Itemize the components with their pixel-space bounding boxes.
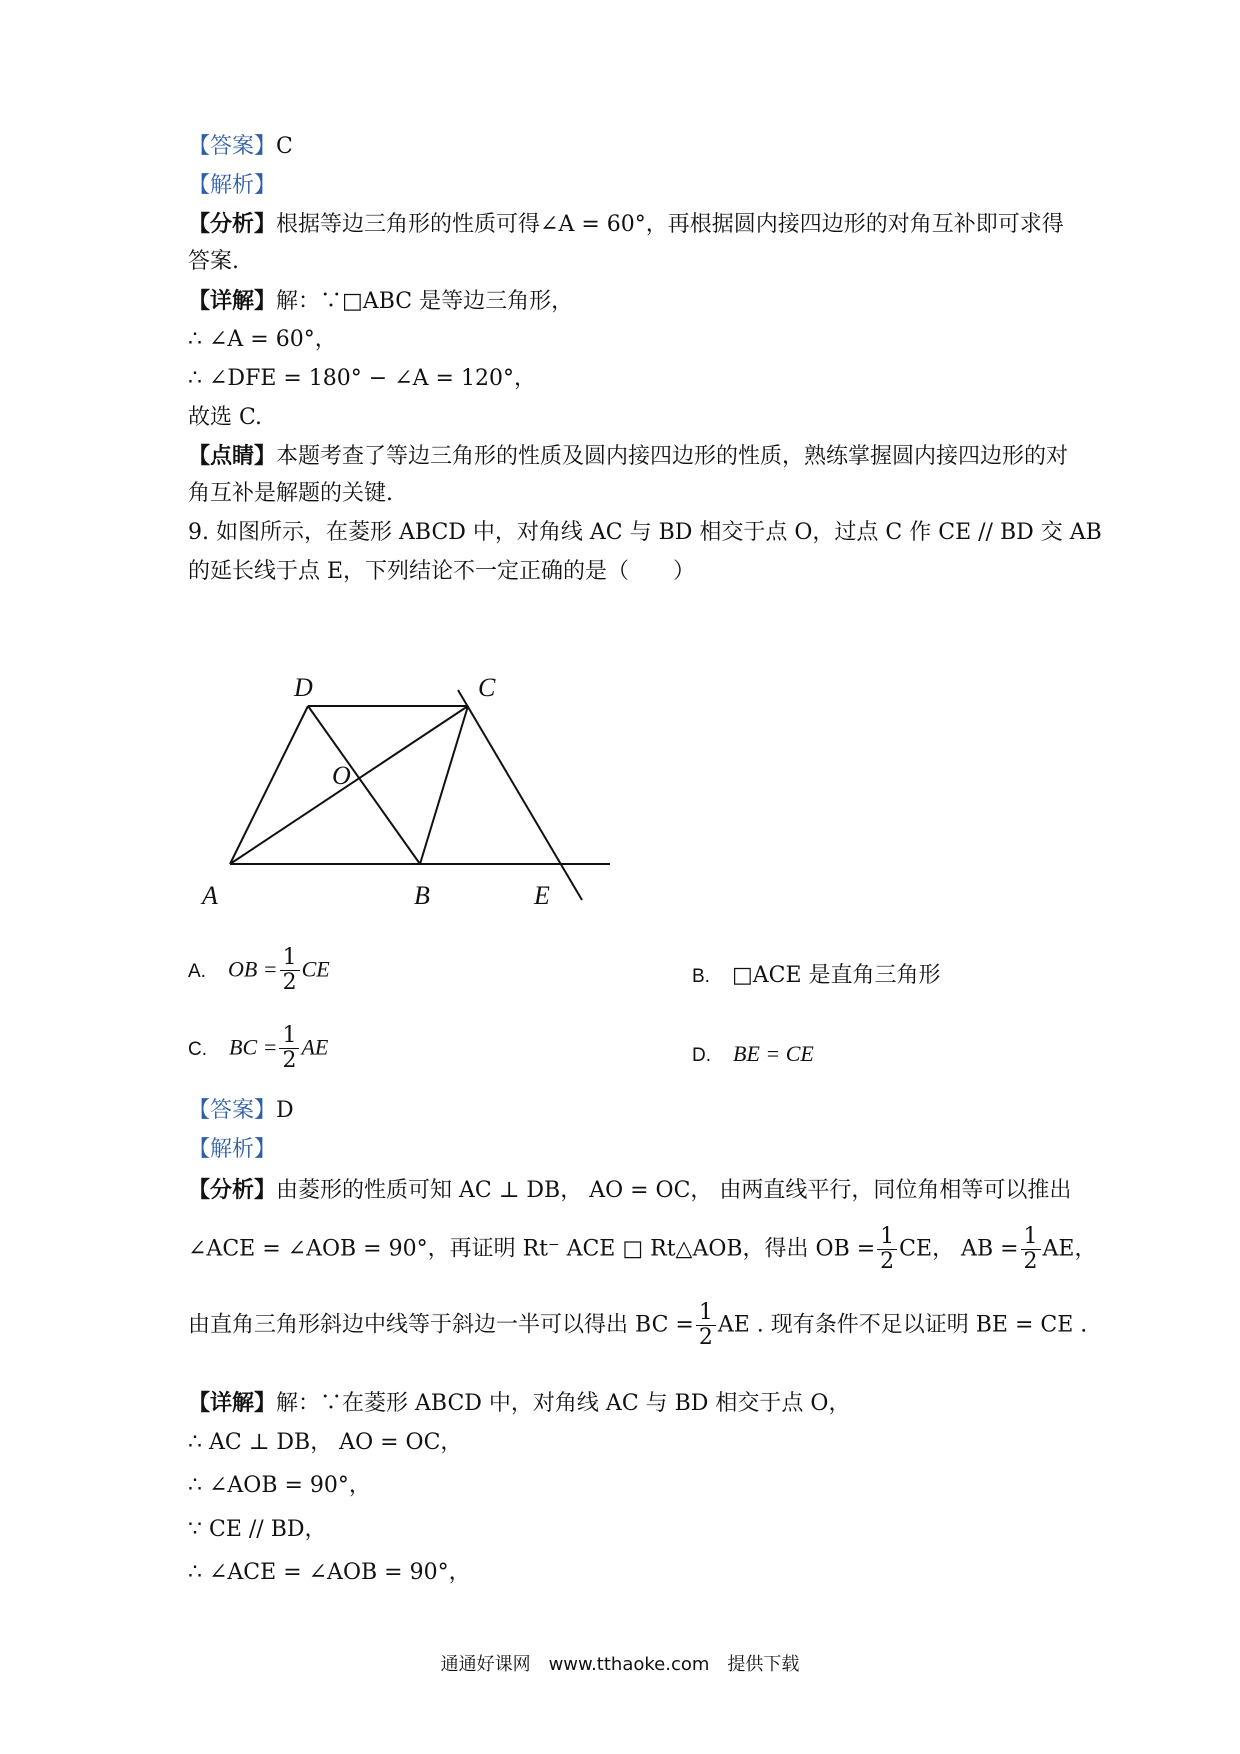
label-o: O [332,761,351,790]
fenxi2-text-2c: AE， [1042,1236,1097,1262]
option-c-numerator: 1 [279,1024,299,1049]
option-d [692,1039,814,1071]
analysis-line-1 [188,171,276,201]
label-e: E [534,881,550,908]
xiangjie-text: 解：∵□ABC 是等边三角形， [276,289,574,314]
analysis-tag-2: 【解析】 [188,1137,277,1162]
step2-perpendicular: ∴ AC ⊥ DB， AO = OC， [188,1430,463,1455]
question-9-line-1: 9. 如图所示，在菱形 ABCD 中，对角线 AC 与 BD 相交于点 O，过点 C 作 CE // BD 交 AB [188,520,1102,545]
option-b-label: B. [692,966,710,987]
fenxi-line-2: 答案. [188,249,239,274]
option-a-right: CE [301,956,330,982]
step2-angle-aob: ∴ ∠AOB = 90°， [188,1473,371,1498]
answer-tag: 【答案】 [188,134,277,159]
option-a-label: A. [188,960,206,982]
option-b-text: □ACE 是直角三角形 [731,963,941,988]
option-c-fraction [279,1024,299,1073]
label-c: C [478,673,496,702]
answer-value-2: D [276,1098,294,1123]
dianjing-line-1 [188,441,1068,472]
question-9-line-2: 的延长线于点 E，下列结论不一定正确的是（ ） [188,559,696,584]
fenxi2-fraction-1-den: 2 [880,1249,895,1274]
step2-parallel: ∵ CE // BD， [188,1517,327,1542]
fenxi2-fraction-3-num: 1 [696,1301,716,1326]
option-b [692,961,941,992]
fenxi2-fraction-2 [1021,1225,1041,1274]
dianjing-text: 本题考查了等边三角形的性质及圆内接四边形的性质，熟练掌握圆内接四边形的对 [276,444,1069,469]
fenxi-tag: 【分析】 [188,211,277,237]
fenxi2-fraction-1-num: 1 [877,1225,897,1250]
dianjing-tag: 【点睛】 [188,443,277,469]
step2-angle-ace: ∴ ∠ACE = ∠AOB = 90°， [188,1560,471,1585]
page-footer: 通通好课网 www.tthaoke.com 提供下载 [440,1654,800,1675]
fenxi2-text-3a: 由直角三角形斜边中线等于斜边一半可以得出 BC = [188,1312,694,1338]
fenxi2-line-1 [188,1175,1071,1206]
fenxi2-fraction-3 [696,1301,716,1350]
xiangjie2-text: 解：∵在菱形 ABCD 中，对角线 AC 与 BD 相交于点 O， [276,1391,851,1416]
fenxi2-text-2b: CE， AB = [899,1236,1019,1262]
diagonal-bd [308,706,420,864]
fenxi-text: 根据等边三角形的性质可得∠A = 60°，再根据圆内接四边形的对角互补即可求得 [276,212,1064,237]
option-d-text: BE = CE [733,1041,814,1066]
option-a-numerator: 1 [280,946,300,971]
analysis-line-2 [188,1135,276,1165]
step-angle-dfe: ∴ ∠DFE = 180° − ∠A = 120°， [188,366,536,391]
fenxi-line-1 [188,209,1064,240]
fenxi-tag-2: 【分析】 [188,1177,277,1203]
option-c-label: C. [188,1038,207,1060]
option-c-left: BC = [229,1034,278,1060]
conclusion-line: 故选 C. [188,405,263,430]
fenxi2-line-3 [188,1301,1087,1350]
option-c-right: AE [301,1034,329,1060]
option-a [188,946,330,995]
answer-value: C [276,134,293,159]
xiangjie-line-1 [188,286,573,317]
option-a-left: OB = [227,956,278,982]
label-d: D [294,673,313,702]
dianjing-line-2: 角互补是解题的关键. [188,481,393,506]
option-a-denominator: 2 [282,970,297,995]
fenxi2-text-2a: ∠ACE = ∠AOB = 90°，再证明 Rt⁻ ACE □ Rt△AOB，得出 OB = [188,1236,876,1262]
rhombus-figure [190,668,610,908]
step-angle-a: ∴ ∠A = 60°， [188,327,337,352]
answer-line-1 [188,132,293,162]
fenxi2-fraction-3-den: 2 [698,1325,713,1350]
xiangjie2-line-1 [188,1388,850,1419]
segment-ad [230,706,308,864]
segment-ce-extended [458,690,582,900]
fenxi2-fraction-2-num: 1 [1021,1225,1041,1250]
answer-line-2 [188,1096,294,1126]
option-d-label: D. [692,1045,711,1066]
fenxi2-fraction-1 [877,1225,897,1274]
fenxi2-line-2 [188,1225,1097,1274]
answer-tag-2: 【答案】 [188,1098,277,1123]
analysis-tag: 【解析】 [188,173,277,198]
label-a: A [202,881,218,908]
fenxi2-fraction-2-den: 2 [1023,1249,1038,1274]
xiangjie-tag-2: 【详解】 [188,1390,277,1416]
fenxi2-text-1: 由菱形的性质可知 AC ⊥ DB， AO = OC， 由两直线平行，同位角相等可以推出 [276,1178,1072,1203]
option-c-denominator: 2 [282,1048,297,1073]
segment-bc [420,706,468,864]
fenxi2-text-3b: AE . 现有条件不足以证明 BE = CE . [717,1312,1088,1338]
option-c [188,1024,328,1073]
label-b: B [414,881,430,908]
option-a-fraction [280,946,300,995]
xiangjie-tag: 【详解】 [188,288,277,314]
